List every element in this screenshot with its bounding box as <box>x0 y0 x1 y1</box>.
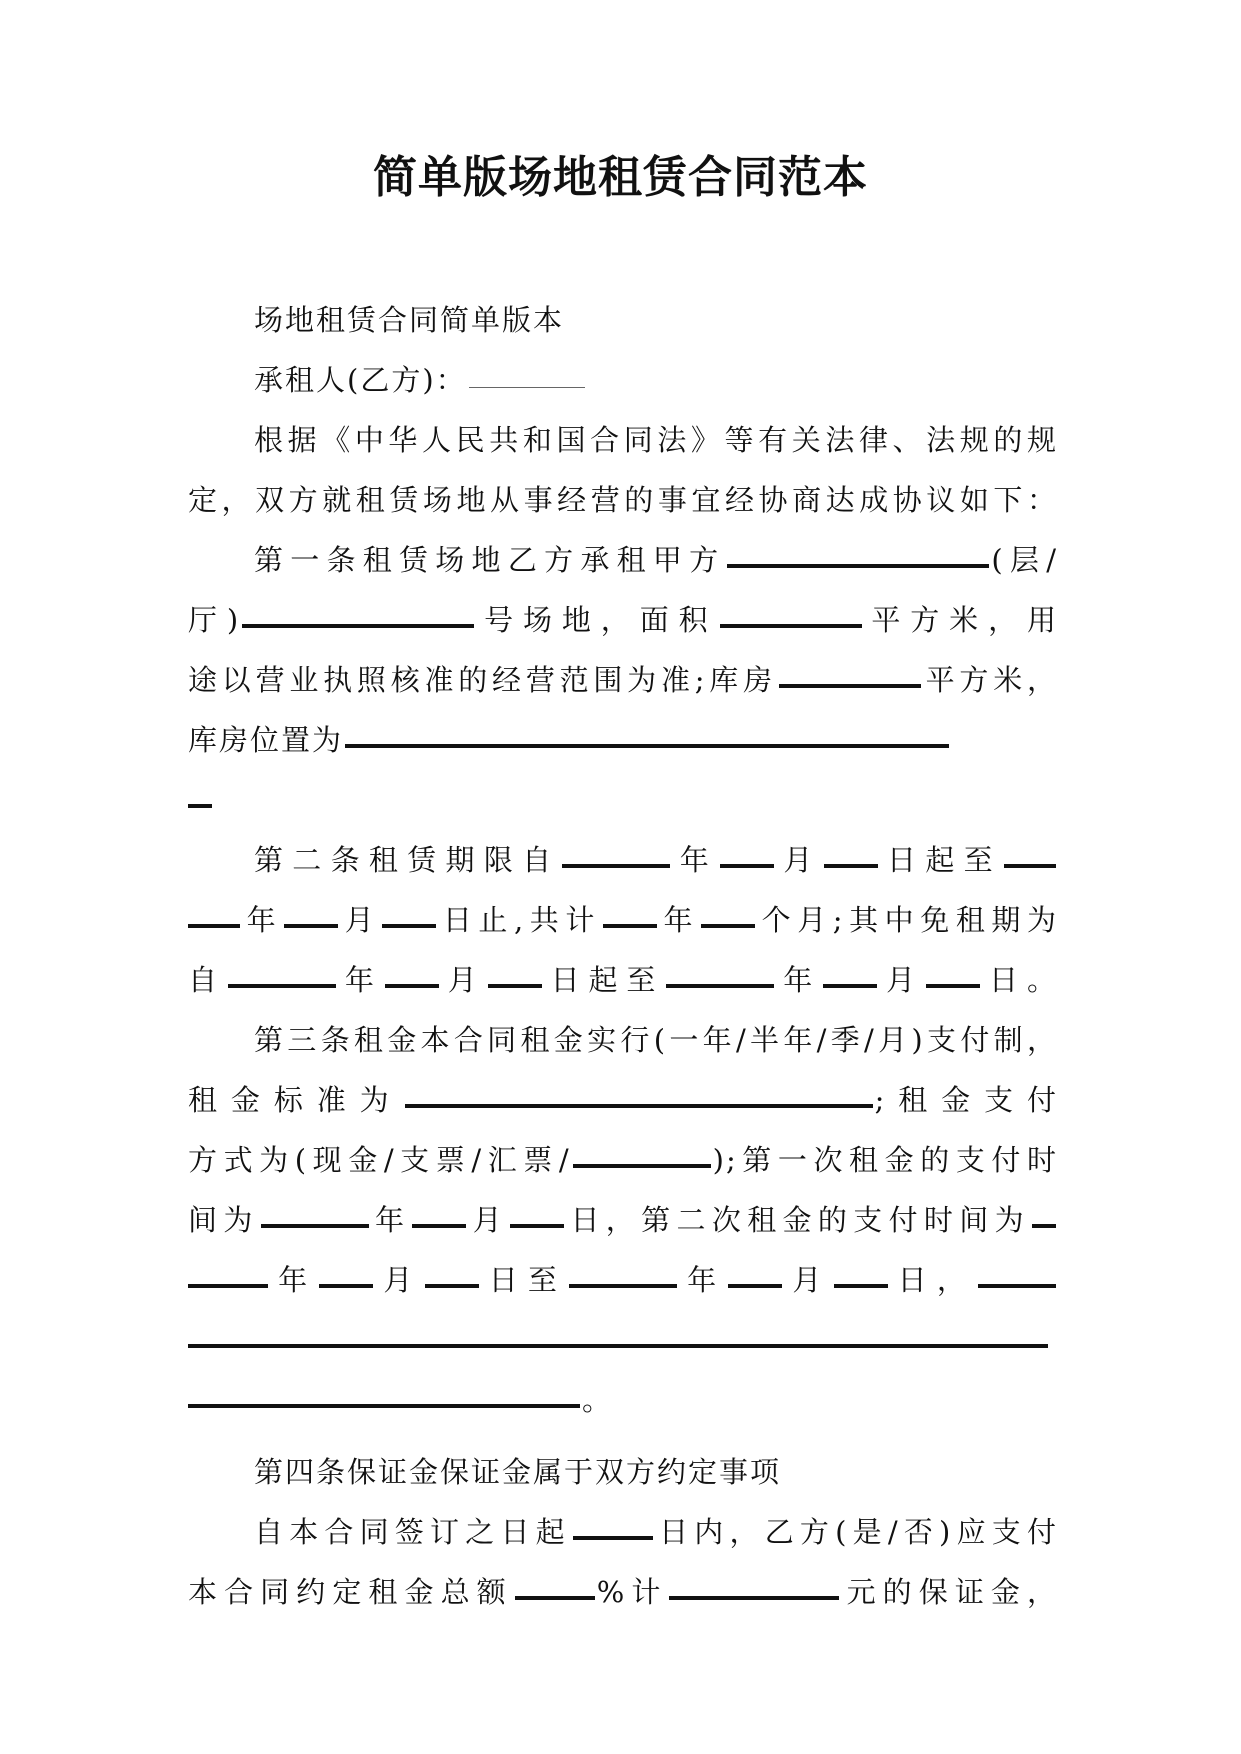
blank-field[interactable] <box>405 1104 873 1108</box>
text-segment: 日止,共计 <box>438 903 601 937</box>
text-segment: 途以营业执照核准的经营范围为准;库房 <box>188 663 777 697</box>
blank-field[interactable] <box>834 1284 888 1288</box>
text-segment: 元的保证金， <box>841 1575 1058 1609</box>
blank-field[interactable] <box>188 1404 580 1408</box>
text-segment: 日起至 <box>879 843 1002 877</box>
text-segment: 根据《中华人民共和国合同法》等有关法律、法规的规 <box>254 423 1058 457</box>
paragraph-line <box>188 1070 1058 1130</box>
blank-field[interactable] <box>1004 864 1056 868</box>
text-segment: 月 <box>776 843 822 877</box>
text-segment: (层/ <box>991 543 1058 577</box>
text-segment: 年 <box>370 1203 411 1237</box>
blank-field[interactable] <box>261 1224 369 1228</box>
text-segment: 方式为(现金/支票/汇票/ <box>188 1143 571 1177</box>
text-segment: 库房位置为 <box>188 723 344 757</box>
blank-field[interactable] <box>824 864 878 868</box>
text-segment: ;租金支付 <box>874 1083 1058 1117</box>
text-segment: 自 <box>188 963 226 997</box>
paragraph-line <box>188 1250 1058 1310</box>
paragraph-gap <box>188 1430 1058 1442</box>
text-segment: 年 <box>270 1263 318 1297</box>
blank-field[interactable] <box>603 924 657 928</box>
text-segment: 定，双方就租赁场地从事经营的事宜经协商达成协议如下： <box>188 483 1058 517</box>
blank-field[interactable] <box>669 1596 839 1600</box>
blank-field[interactable] <box>823 984 877 988</box>
paragraph-line <box>188 350 1058 410</box>
text-segment: 个月;其中免租期为 <box>757 903 1058 937</box>
blank-field[interactable] <box>284 924 338 928</box>
document-title: 简单版场地租赁合同范本 <box>373 152 868 203</box>
paragraph-line <box>188 1370 1058 1430</box>
text-segment: 日。 <box>982 963 1058 997</box>
paragraph-line <box>188 530 1058 590</box>
text-segment: 年 <box>678 1263 727 1297</box>
text-segment: 。 <box>582 1383 614 1417</box>
paragraph-line <box>188 650 1058 710</box>
text-segment: 月 <box>879 963 925 997</box>
text-segment: 年 <box>242 903 283 937</box>
paragraph-line <box>188 950 1058 1010</box>
text-segment: %计 <box>596 1575 668 1609</box>
blank-field[interactable] <box>573 1536 653 1540</box>
blank-field[interactable] <box>510 1224 564 1228</box>
blank-field[interactable] <box>319 1284 373 1288</box>
blank-field[interactable] <box>382 924 436 928</box>
blank-field[interactable] <box>515 1596 595 1600</box>
blank-field[interactable] <box>412 1224 466 1228</box>
text-segment: 间为 <box>188 1203 259 1237</box>
text-segment: 第一条租赁场地乙方承租甲方 <box>254 543 726 577</box>
blank-field[interactable] <box>228 984 336 988</box>
blank-field[interactable] <box>569 1284 677 1288</box>
text-segment: 承租人(乙方)： <box>254 363 467 397</box>
paragraph-line <box>188 410 1058 470</box>
text-segment: 月 <box>468 1203 509 1237</box>
text-segment: 月 <box>375 1263 423 1297</box>
blank-field[interactable] <box>1032 1224 1056 1228</box>
blank-field[interactable] <box>727 564 989 568</box>
paragraph-line <box>188 1010 1058 1070</box>
paragraph-line <box>188 1130 1058 1190</box>
paragraph-line <box>188 770 1058 830</box>
text-segment: 租金标准为 <box>188 1083 403 1117</box>
blank-field[interactable] <box>188 1344 1048 1348</box>
text-segment: 日内，乙方(是/否)应支付 <box>654 1515 1058 1549</box>
text-segment: 日，第二次租金的支付时间为 <box>566 1203 1030 1237</box>
paragraph-line <box>188 590 1058 650</box>
text-segment: 号场地，面积 <box>476 603 718 637</box>
text-segment: 日至 <box>480 1263 567 1297</box>
text-segment: );第一次租金的支付时 <box>712 1143 1058 1177</box>
text-segment: 年 <box>658 903 700 937</box>
paragraph-line <box>188 830 1058 890</box>
blank-field[interactable] <box>701 924 755 928</box>
paragraph-line <box>188 1190 1058 1250</box>
blank-field[interactable] <box>188 924 240 928</box>
blank-field[interactable] <box>385 984 439 988</box>
blank-field[interactable] <box>188 804 212 808</box>
text-segment: 年 <box>672 843 719 877</box>
blank-field[interactable] <box>978 1284 1056 1288</box>
blank-field[interactable] <box>720 864 774 868</box>
blank-field[interactable] <box>345 744 949 748</box>
text-segment: 自本合同签订之日起 <box>254 1515 571 1549</box>
blank-field[interactable] <box>728 1284 782 1288</box>
blank-field[interactable] <box>573 1164 711 1168</box>
blank-field[interactable] <box>926 984 980 988</box>
paragraph-line <box>188 1562 1058 1622</box>
text-segment: 场地租赁合同简单版本 <box>254 303 565 337</box>
text-segment: 本合同约定租金总额 <box>188 1575 513 1609</box>
blank-field[interactable] <box>188 1284 268 1288</box>
text-segment: 月 <box>784 1263 832 1297</box>
paragraph-line <box>188 470 1058 530</box>
blank-field[interactable] <box>666 984 774 988</box>
text-segment: 月 <box>340 903 381 937</box>
blank-field[interactable] <box>488 984 542 988</box>
paragraph-line <box>188 1442 1058 1502</box>
text-segment: 平方米， <box>922 663 1058 697</box>
paragraph-line <box>188 710 1058 770</box>
paragraph-line <box>188 1502 1058 1562</box>
text-segment: 年 <box>776 963 822 997</box>
blank-field[interactable] <box>469 387 585 388</box>
paragraph-line <box>188 1310 1058 1370</box>
blank-field[interactable] <box>242 624 474 628</box>
text-segment: 年 <box>337 963 383 997</box>
text-segment: 日， <box>889 1263 976 1297</box>
text-segment: 第三条租金本合同租金实行(一年/半年/季/月)支付制， <box>254 1023 1058 1057</box>
text-segment: 第四条保证金保证金属于双方约定事项 <box>254 1455 782 1489</box>
blank-field[interactable] <box>720 624 862 628</box>
text-segment: 月 <box>440 963 486 997</box>
text-segment: 日起至 <box>543 963 665 997</box>
text-segment: 平方米，用 <box>863 603 1058 637</box>
paragraph-line <box>188 290 1058 350</box>
text-segment: 厅) <box>188 603 241 637</box>
document-body <box>188 290 1058 1622</box>
blank-field[interactable] <box>562 864 670 868</box>
paragraph-line <box>188 890 1058 950</box>
blank-field[interactable] <box>425 1284 479 1288</box>
blank-field[interactable] <box>779 684 921 688</box>
text-segment: 第二条租赁期限自 <box>254 843 561 877</box>
